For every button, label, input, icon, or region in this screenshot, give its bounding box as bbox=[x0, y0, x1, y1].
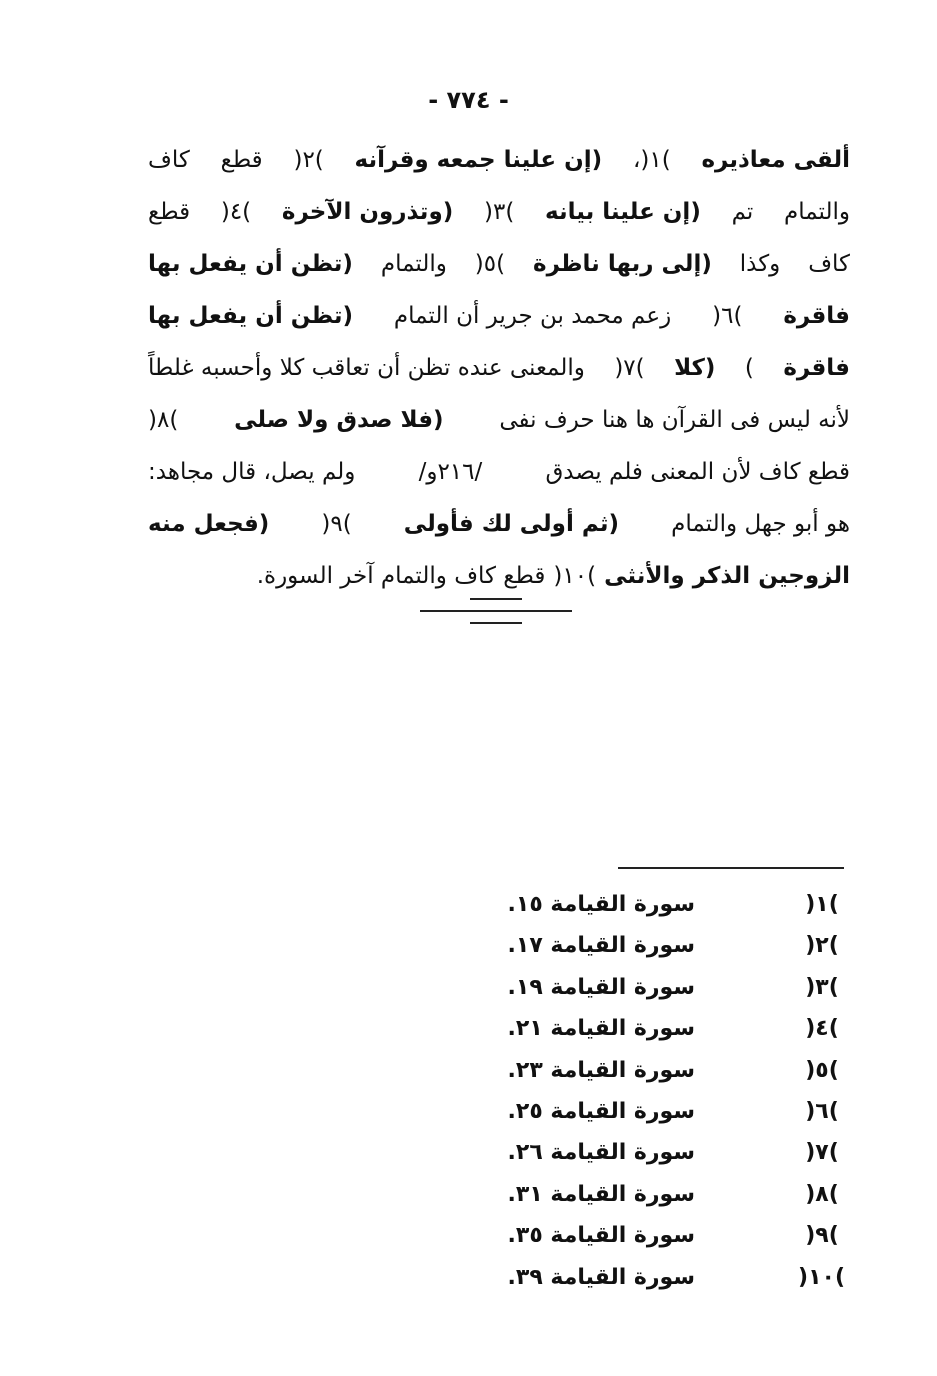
text-line bbox=[148, 244, 850, 296]
footnote-text: سورة القيامة ٢١. bbox=[507, 1016, 695, 1042]
text-line bbox=[148, 296, 850, 348]
text-line bbox=[148, 400, 850, 452]
quran-quote: (ثم أولى لك فأولى bbox=[403, 511, 620, 537]
text-segment: والتمام bbox=[380, 251, 447, 277]
text-segment: )٨( bbox=[148, 407, 179, 433]
footnote-item bbox=[500, 925, 845, 966]
quran-quote: (إن علينا جمعه وقرآنه bbox=[354, 147, 603, 173]
footnote-number: )٢( bbox=[805, 933, 839, 959]
text-line bbox=[148, 452, 850, 504]
quran-quote: الزوجين الذكر والأنثى bbox=[604, 563, 850, 589]
text-segment: قطع كاف والتمام آخر السورة. bbox=[256, 563, 546, 589]
text-segment: )٧( bbox=[614, 355, 645, 381]
text-segment: /٢١٦و/ bbox=[418, 459, 483, 485]
text-segment: وكذا bbox=[739, 251, 781, 277]
footnote-text: سورة القيامة ٢٦. bbox=[507, 1140, 695, 1166]
footnote-text: سورة القيامة ٢٥. bbox=[507, 1098, 695, 1124]
ornament-line-middle bbox=[420, 610, 572, 612]
footnote-text: سورة القيامة ٣٩. bbox=[507, 1264, 695, 1290]
footnote-text: سورة القيامة ٣٥. bbox=[507, 1223, 695, 1249]
text-segment: ) bbox=[744, 355, 754, 381]
body-text bbox=[148, 140, 850, 608]
text-line bbox=[148, 556, 850, 608]
text-segment: قطع bbox=[148, 199, 191, 225]
quran-quote: (فلا صدق ولا صلى bbox=[234, 407, 444, 433]
footnote-text: سورة القيامة ٣١. bbox=[507, 1181, 695, 1207]
text-segment: تم bbox=[731, 199, 754, 225]
footnote-number: )٨( bbox=[805, 1181, 839, 1207]
text-segment: )٩( bbox=[321, 511, 352, 537]
quran-quote: (فجعل منه bbox=[148, 511, 270, 537]
quran-quote: (وتذرون الآخرة bbox=[281, 199, 454, 225]
ornament-line-top bbox=[470, 598, 522, 600]
footnote-number: )٦( bbox=[805, 1098, 839, 1124]
footnote-number: )٣( bbox=[805, 974, 839, 1000]
footnote-text: سورة القيامة ١٧. bbox=[507, 933, 695, 959]
text-line bbox=[148, 504, 850, 556]
text-segment: كاف bbox=[808, 251, 850, 277]
footnote-number: )١( bbox=[805, 892, 839, 917]
footnote-item bbox=[500, 1008, 845, 1049]
text-segment: )٦( bbox=[712, 303, 743, 329]
text-segment: )١(، bbox=[632, 147, 671, 173]
text-segment: كاف bbox=[148, 147, 190, 173]
footnotes bbox=[500, 884, 845, 1298]
text-line bbox=[148, 140, 850, 192]
quran-quote: فاقرة bbox=[783, 355, 850, 381]
footnote-item bbox=[500, 1174, 845, 1215]
text-segment: والمعنى عنده تظن أن تعاقب كلا وأحسبه غلطاً bbox=[148, 355, 585, 381]
text-segment: )٢( bbox=[293, 147, 324, 173]
footnote-item bbox=[500, 967, 845, 1008]
quran-quote: (كلا bbox=[674, 355, 716, 381]
footnote-text: سورة القيامة ١٩. bbox=[507, 974, 695, 1000]
footnote-number: )١٠( bbox=[798, 1264, 845, 1290]
quran-quote: ألقى معاذيره bbox=[701, 147, 850, 173]
text-segment: )٣( bbox=[483, 199, 515, 225]
footnote-item bbox=[500, 1215, 845, 1256]
footnote-text: سورة القيامة ١٥. bbox=[507, 892, 695, 917]
footnote-text: سورة القيامة ٢٣. bbox=[507, 1057, 695, 1083]
footnote-rule bbox=[618, 867, 844, 869]
text-segment: قطع كاف لأن المعنى فلم يصدق bbox=[545, 459, 850, 485]
text-segment: )١٠( bbox=[553, 563, 597, 589]
footnote-number: )٧( bbox=[805, 1140, 839, 1166]
footnote-item bbox=[500, 1257, 845, 1298]
footnote-item bbox=[500, 1091, 845, 1132]
quran-quote: (إن علينا بيانه bbox=[545, 199, 701, 225]
footnote-number: )٤( bbox=[805, 1016, 839, 1042]
text-segment: )٤( bbox=[220, 199, 252, 225]
text-segment: والتمام bbox=[784, 199, 850, 225]
footnote-number: )٥( bbox=[805, 1057, 839, 1083]
quran-quote: (إلى ربها ناظرة bbox=[533, 251, 712, 277]
text-segment: )٥( bbox=[474, 251, 506, 277]
footnote-item bbox=[500, 884, 845, 925]
footnote-item bbox=[500, 1132, 845, 1173]
text-segment: لأنه ليس فى القرآن ها هنا حرف نفى bbox=[499, 407, 850, 433]
ornament-line-bottom bbox=[470, 622, 522, 624]
text-segment: قطع bbox=[220, 147, 263, 173]
text-segment: زعم محمد بن جرير أن التمام bbox=[393, 303, 672, 329]
footnote-number: )٩( bbox=[805, 1223, 839, 1249]
footnote-item bbox=[500, 1050, 845, 1091]
quran-quote: (تظن أن يفعل بها bbox=[148, 251, 353, 277]
text-line bbox=[148, 348, 850, 400]
quran-quote: فاقرة bbox=[783, 303, 850, 329]
text-segment: ولم يصل، قال مجاهد: bbox=[148, 459, 356, 485]
text-line bbox=[148, 192, 850, 244]
text-segment: هو أبو جهل والتمام bbox=[671, 511, 850, 537]
quran-quote: (تظن أن يفعل بها bbox=[148, 303, 353, 329]
page-number: - ٧٧٤ - bbox=[428, 86, 509, 114]
